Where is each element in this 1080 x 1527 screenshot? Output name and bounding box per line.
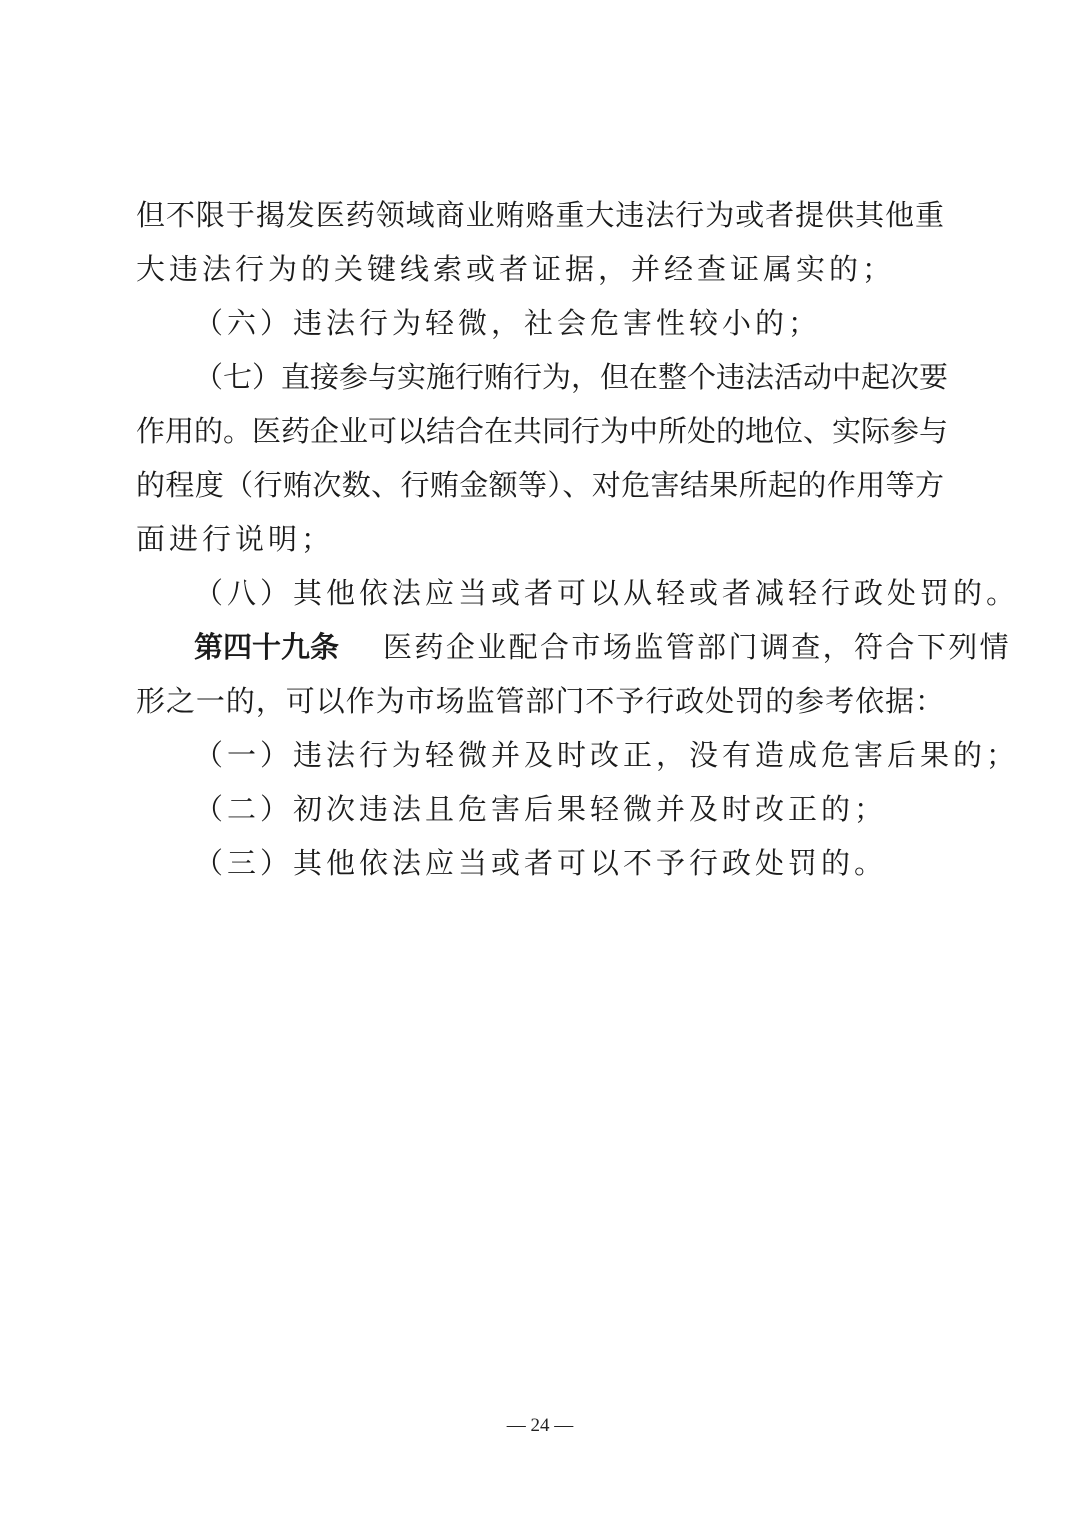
article-49-text: 医药企业配合市场监管部门调查，符合下列情: [383, 630, 1012, 664]
paragraph-line: 的程度（行贿次数、行贿金额等）、对危害结果所起的作用等方: [136, 468, 944, 502]
paragraph-line: 但不限于揭发医药领域商业贿赂重大违法行为或者提供其他重: [136, 198, 944, 232]
list-item-6: （六）违法行为轻微，社会危害性较小的；: [194, 306, 822, 340]
list-item-3: （三）其他依法应当或者可以不予行政处罚的。: [194, 846, 888, 880]
list-item-2: （二）初次违法且危害后果轻微并及时改正的；: [194, 792, 888, 826]
list-item-1: （一）违法行为轻微并及时改正，没有造成危害后果的；: [194, 738, 1020, 772]
paragraph-line: 形之一的，可以作为市场监管部门不予行政处罚的参考依据：: [136, 684, 944, 718]
list-item-7: （七）直接参与实施行贿行为，但在整个违法活动中起次要: [194, 360, 949, 394]
paragraph-line: 大违法行为的关键线索或者证据，并经查证属实的；: [136, 252, 896, 286]
article-heading: 第四十九条: [194, 630, 340, 664]
page-number: — 24 —: [506, 1415, 574, 1436]
paragraph-line: 作用的。医药企业可以结合在共同行为中所处的地位、实际参与: [136, 414, 949, 448]
paragraph-line: 面进行说明；: [136, 522, 335, 556]
article-49-line: [194, 629, 1012, 665]
list-item-8: （八）其他依法应当或者可以从轻或者减轻行政处罚的。: [194, 576, 1020, 610]
